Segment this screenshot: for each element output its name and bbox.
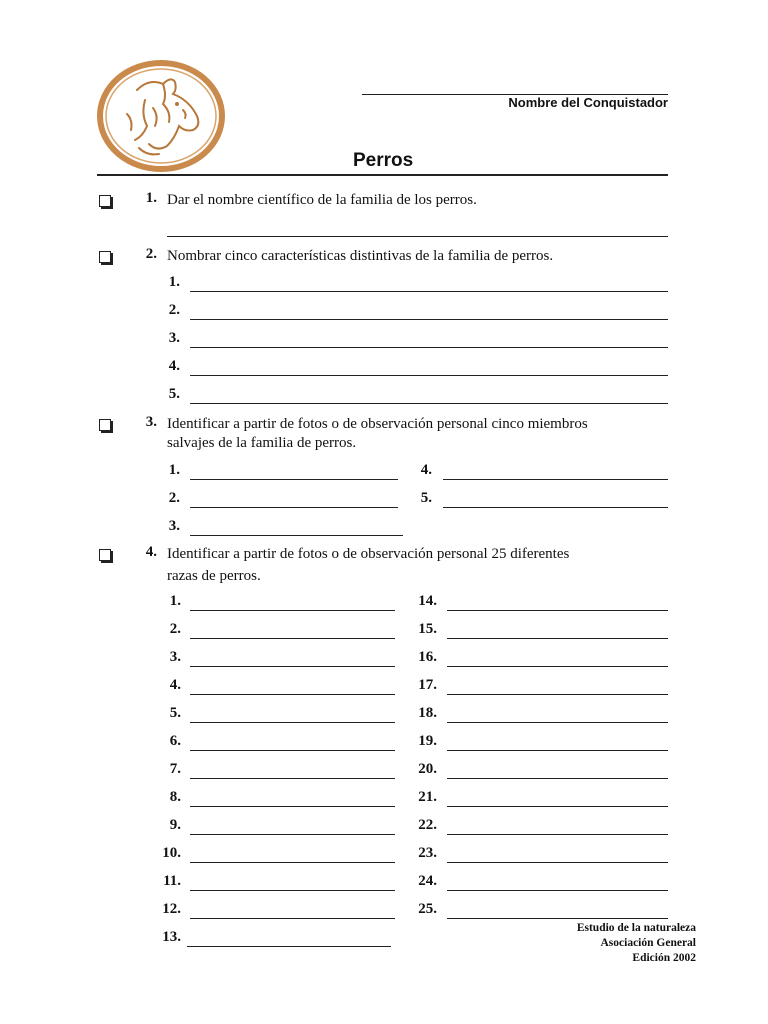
question-1-checkbox[interactable] [99,195,111,207]
question-4-item-14-answer-line[interactable] [447,610,668,611]
question-4-item-3-number: 3. [169,649,181,665]
question-4-item-1-answer-line[interactable] [190,610,395,611]
question-4-item-19-answer-line[interactable] [447,750,668,751]
title-divider [97,174,668,176]
question-3-item-5-answer-line[interactable] [443,507,668,508]
question-2-text: Nombrar cinco características distintivas de la familia de perros. [167,248,554,264]
question-4-item-3-answer-line[interactable] [190,666,395,667]
question-4-item-24-answer-line[interactable] [447,890,668,891]
question-2-item-2-number: 2. [168,302,180,318]
question-3-item-4-answer-line[interactable] [443,479,668,480]
question-4-item-17-answer-line[interactable] [447,694,668,695]
question-4-item-15-answer-line[interactable] [447,638,668,639]
question-2-number: 2. [145,246,157,262]
footer-line-2: Asociación General [600,937,696,949]
question-2-item-1-answer-line[interactable] [190,291,668,292]
question-3-number: 3. [145,414,157,430]
question-4-item-10-number: 10. [162,845,181,861]
question-1-answer-line[interactable] [167,236,668,237]
question-4-item-16-number: 16. [418,649,437,665]
question-4-item-13-number: 13. [162,929,181,945]
footer [520,921,696,966]
question-4-item-5-answer-line[interactable] [190,722,395,723]
question-4-item-12-number: 12. [162,901,181,917]
question-4-item-9-answer-line[interactable] [190,834,395,835]
name-label: Nombre del Conquistador [508,95,668,110]
question-3-item-2-number: 2. [168,490,180,506]
question-4-item-25-answer-line[interactable] [447,918,668,919]
question-4-item-1-number: 1. [169,593,181,609]
question-4-item-22-answer-line[interactable] [447,834,668,835]
question-1-text: Dar el nombre científico de la familia de los perros. [167,192,477,208]
question-4-item-7-answer-line[interactable] [190,778,395,779]
question-3-item-2-answer-line[interactable] [190,507,398,508]
question-4-item-21-number: 21. [418,789,437,805]
question-3-item-3-number: 3. [168,518,180,534]
question-2-item-3-number: 3. [168,330,180,346]
question-3-item-3-answer-line[interactable] [190,535,403,536]
question-3-checkbox[interactable] [99,419,111,431]
question-1-number: 1. [145,190,157,206]
question-4-item-11-number: 11. [163,873,181,889]
question-4-item-20-number: 20. [418,761,437,777]
question-2-item-5-number: 5. [168,386,180,402]
question-4-item-18-answer-line[interactable] [447,722,668,723]
question-4-item-5-number: 5. [169,705,181,721]
question-2-checkbox[interactable] [99,251,111,263]
footer-line-1: Estudio de la naturaleza [576,922,696,934]
question-4-item-10-answer-line[interactable] [190,862,395,863]
question-4-item-2-number: 2. [169,621,181,637]
question-3-item-1-answer-line[interactable] [190,479,398,480]
question-4-item-16-answer-line[interactable] [447,666,668,667]
question-4-item-24-number: 24. [418,873,437,889]
question-2-item-1-number: 1. [168,274,180,290]
question-4-item-15-number: 15. [418,621,437,637]
question-2-item-4-answer-line[interactable] [190,375,668,376]
question-4-item-12-answer-line[interactable] [190,918,395,919]
question-2-item-4-number: 4. [168,358,180,374]
question-3-item-5-number: 5. [420,490,432,506]
question-3-text-line2: salvajes de la familia de perros. [167,435,357,451]
question-3-item-4-number: 4. [420,462,432,478]
question-4-item-8-number: 8. [169,789,181,805]
question-4-item-17-number: 17. [418,677,437,693]
question-4-text-line2: razas de perros. [167,568,261,584]
question-2-item-5-answer-line[interactable] [190,403,668,404]
question-3-text-line1: Identificar a partir de fotos o de observación personal cinco miembros [167,416,588,432]
question-4-item-4-answer-line[interactable] [190,694,395,695]
question-4-item-9-number: 9. [169,817,181,833]
question-4-item-2-answer-line[interactable] [190,638,395,639]
footer-line-3: Edición 2002 [632,952,696,964]
question-4-item-8-answer-line[interactable] [190,806,395,807]
question-4-item-13-answer-line[interactable] [187,946,391,947]
question-4-item-22-number: 22. [418,817,437,833]
question-4-item-21-answer-line[interactable] [447,806,668,807]
question-4-item-19-number: 19. [418,733,437,749]
question-3-item-1-number: 1. [168,462,180,478]
question-4-item-18-number: 18. [418,705,437,721]
page-title: Perros [353,150,414,171]
question-4-number: 4. [145,544,157,560]
question-2-item-2-answer-line[interactable] [190,319,668,320]
question-4-item-20-answer-line[interactable] [447,778,668,779]
question-4-item-11-answer-line[interactable] [190,890,395,891]
question-4-item-14-number: 14. [418,593,437,609]
question-4-item-6-answer-line[interactable] [190,750,395,751]
dog-head-badge-icon [97,60,225,172]
question-4-item-7-number: 7. [169,761,181,777]
question-4-text-line1: Identificar a partir de fotos o de observación personal 25 diferentes [167,546,570,562]
question-4-checkbox[interactable] [99,549,111,561]
question-4-item-4-number: 4. [169,677,181,693]
question-4-item-6-number: 6. [169,733,181,749]
question-2-item-3-answer-line[interactable] [190,347,668,348]
question-4-item-25-number: 25. [418,901,437,917]
question-4-item-23-answer-line[interactable] [447,862,668,863]
question-4-item-23-number: 23. [418,845,437,861]
